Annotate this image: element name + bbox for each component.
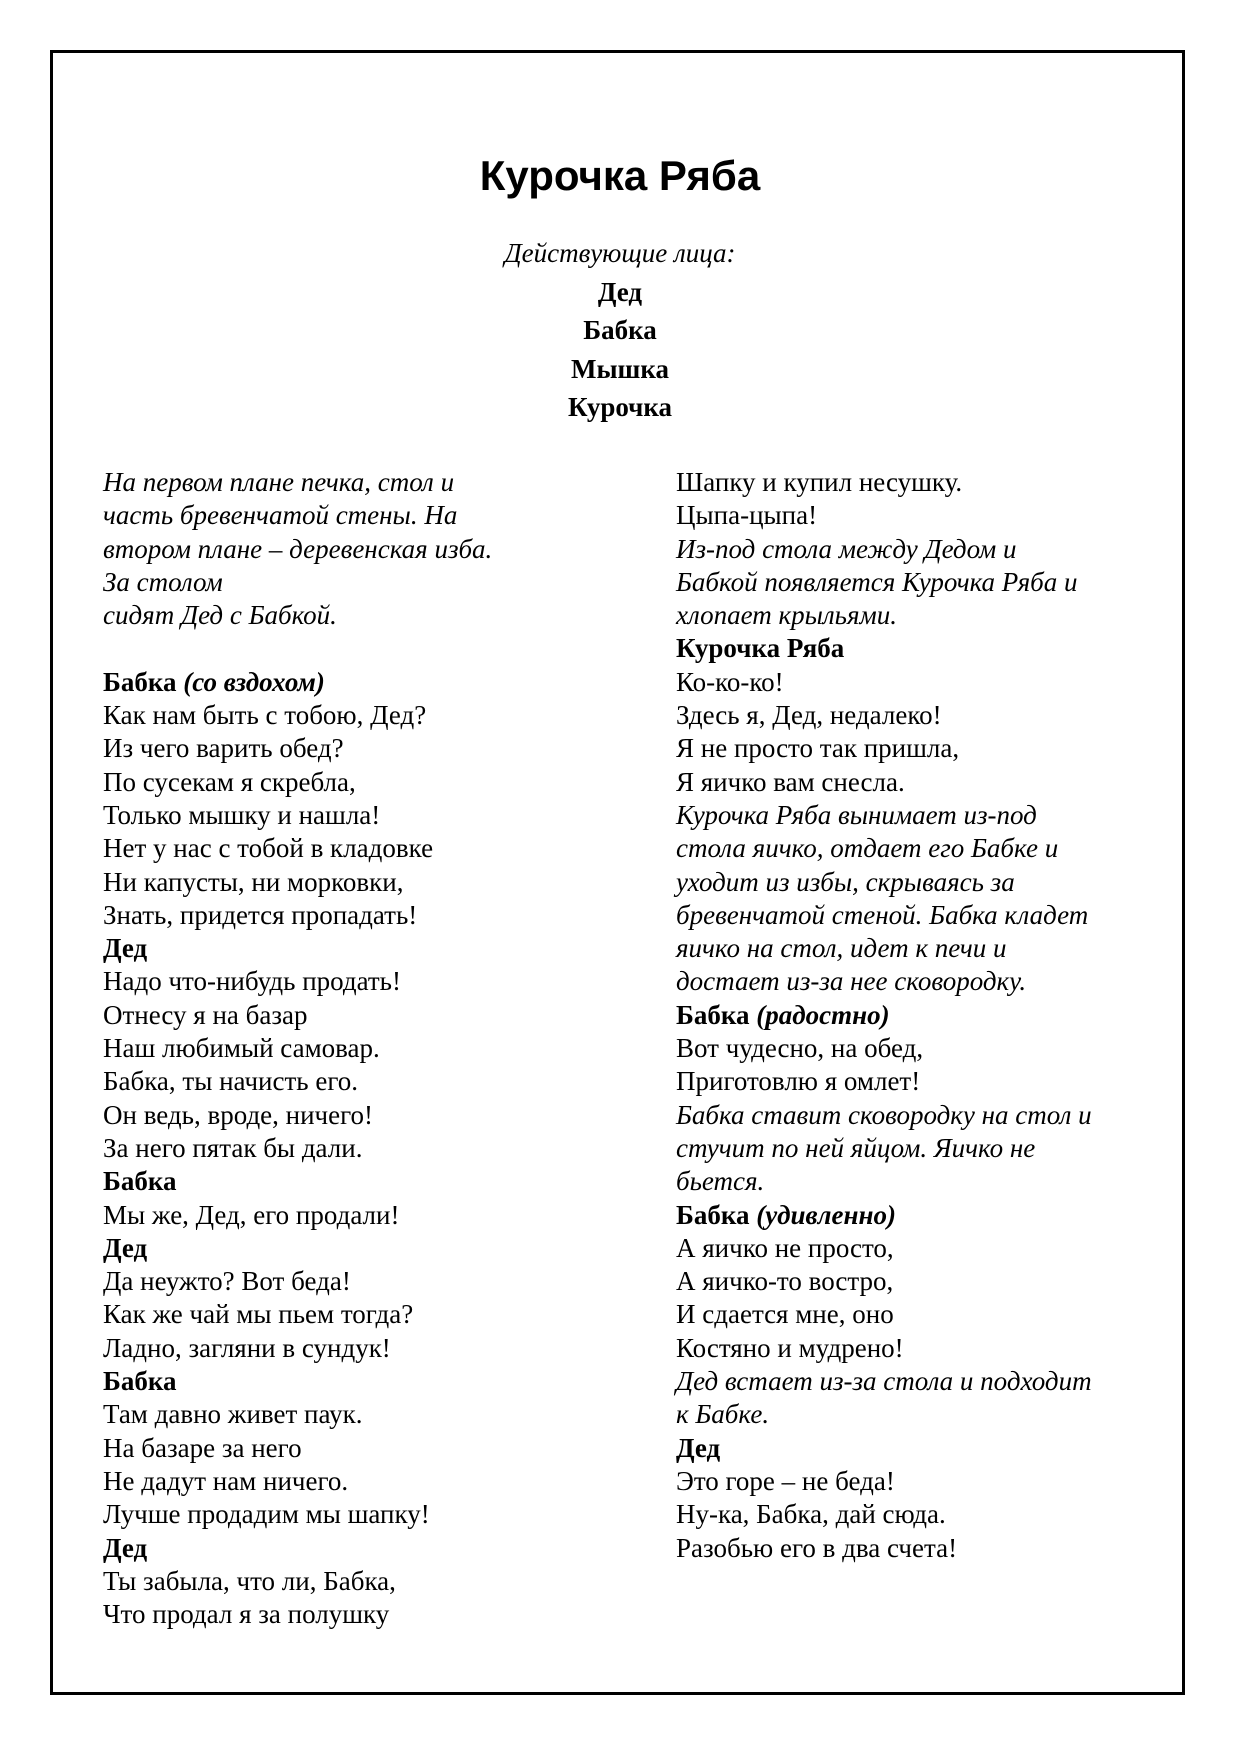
dialogue-line: Там давно живет паук. [103, 1399, 363, 1430]
stage-direction-line: стучит по ней яйцом. Яичко не [676, 1132, 1036, 1163]
dialogue-line: На базаре за него [103, 1432, 302, 1463]
speaker-name: Бабка [103, 666, 177, 697]
stage-direction-line: хлопает крыльями. [676, 600, 897, 631]
dialogue-line: Я не просто так пришла, [676, 733, 960, 764]
dialogue-line: Как нам быть с тобою, Дед? [103, 700, 427, 731]
stage-direction-line: Бабка ставит сковородку на стол и [676, 1099, 1092, 1130]
cast-heading: Действующие лица: [504, 238, 736, 268]
stage-direction-line: к Бабке. [676, 1399, 770, 1430]
right-column [676, 466, 1156, 1565]
stage-direction-line: втором плане – деревенская изба. [103, 533, 493, 564]
page-title: Курочка Ряба [479, 152, 761, 199]
dialogue-line: За него пятак бы дали. [103, 1132, 363, 1163]
dialogue-line: Что продал я за полушку [103, 1599, 390, 1630]
stage-direction-line: бревенчатой стеной. Бабка кладет [676, 899, 1089, 930]
stage-direction-line: часть бревенчатой стены. На [103, 500, 458, 531]
dialogue-line: Цыпа-цыпа! [676, 500, 818, 531]
dialogue-line: Здесь я, Дед, недалеко! [676, 700, 942, 731]
dialogue-line: Не дадут нам ничего. [103, 1465, 349, 1496]
stage-direction-line: достает из-за нее сковородку. [676, 966, 1027, 997]
speaker-line [676, 1199, 1156, 1232]
dialogue-line: Вот чудесно, на обед, [676, 1033, 924, 1064]
stage-direction-line: Курочка Ряба вынимает из-под [676, 799, 1037, 830]
dialogue-line: Он ведь, вроде, ничего! [103, 1099, 374, 1130]
stage-direction-line: Дед встает из-за стола и подходит [676, 1366, 1092, 1397]
left-column [103, 466, 623, 1631]
speaker-note: (со вздохом) [183, 666, 325, 697]
stage-direction-line: уходит из избы, скрываясь за [676, 866, 1015, 897]
dialogue-line: Лучше продадим мы шапку! [103, 1499, 430, 1530]
speaker-line [676, 999, 1156, 1032]
cast-name: Курочка [567, 392, 673, 422]
dialogue-line: Ну-ка, Бабка, дай сюда. [676, 1499, 946, 1530]
dialogue-line: Нет у нас с тобой в кладовке [103, 833, 434, 864]
stage-direction-line: На первом плане печка, стол и [103, 467, 455, 497]
speaker-name: Дед [103, 1532, 148, 1563]
dialogue-line: Надо что-нибудь продать! [103, 966, 401, 997]
speaker-note: (удивленно) [756, 1199, 896, 1230]
dialogue-line: Ладно, загляни в сундук! [103, 1332, 391, 1363]
cast-name: Бабка [583, 315, 657, 345]
dialogue-line: Только мышку и нашла! [103, 799, 381, 830]
speaker-line [103, 666, 623, 699]
dialogue-line: Мы же, Дед, его продали! [103, 1199, 400, 1230]
speaker-name: Дед [103, 1232, 148, 1263]
dialogue-line: Из чего варить обед? [103, 733, 344, 764]
dialogue-line: Отнесу я на базар [103, 999, 308, 1030]
speaker-name: Бабка [676, 1199, 750, 1230]
dialogue-line: Я яичко вам снесла. [676, 766, 905, 797]
dialogue-line: Как же чай мы пьем тогда? [103, 1299, 414, 1330]
dialogue-line: А яичко не просто, [676, 1232, 894, 1263]
cast-name: Мышка [570, 353, 669, 384]
cast-list [0, 234, 1240, 427]
dialogue-line: Шапку и купил несушку. [676, 467, 963, 497]
stage-direction-line: яичко на стол, идет к печи и [676, 933, 1007, 964]
dialogue-line: Ко-ко-ко! [676, 666, 784, 697]
stage-direction-line: Из-под стола между Дедом и [676, 533, 1017, 564]
dialogue-line: Бабка, ты начисть его. [103, 1066, 358, 1097]
stage-direction-line: бьется. [676, 1166, 765, 1197]
dialogue-line: Костяно и мудрено! [676, 1332, 904, 1363]
spacer [103, 632, 623, 665]
dialogue-line: Ни капусты, ни морковки, [103, 866, 404, 897]
speaker-name: Дед [676, 1432, 721, 1463]
stage-direction-line: сидят Дед с Бабкой. [103, 600, 337, 631]
stage-direction-line: Бабкой появляется Курочка Ряба и [676, 566, 1078, 597]
dialogue-line: Приготовлю я омлет! [676, 1066, 921, 1097]
dialogue-line: По сусекам я скребла, [103, 766, 356, 797]
stage-direction-line: За столом [103, 566, 223, 597]
dialogue-line: Это горе – не беда! [676, 1465, 895, 1496]
dialogue-line: Да неужто? Вот беда! [103, 1266, 351, 1297]
speaker-name: Бабка [676, 999, 750, 1030]
dialogue-line: Разобью его в два счета! [676, 1532, 958, 1563]
dialogue-line: Наш любимый самовар. [103, 1033, 380, 1064]
cast-name: Дед [597, 276, 643, 307]
speaker-name: Курочка Ряба [676, 633, 845, 664]
dialogue-line: И сдается мне, оно [676, 1299, 894, 1330]
dialogue-line: Ты забыла, что ли, Бабка, [103, 1565, 396, 1596]
speaker-name: Дед [103, 933, 148, 964]
stage-direction-line: стола яичко, отдает его Бабке и [676, 833, 1059, 864]
speaker-note: (радостно) [756, 999, 890, 1030]
dialogue-line: Знать, придется пропадать! [103, 899, 418, 930]
speaker-name: Бабка [103, 1366, 177, 1397]
speaker-name: Бабка [103, 1166, 177, 1197]
dialogue-line: А яичко-то востро, [676, 1266, 894, 1297]
